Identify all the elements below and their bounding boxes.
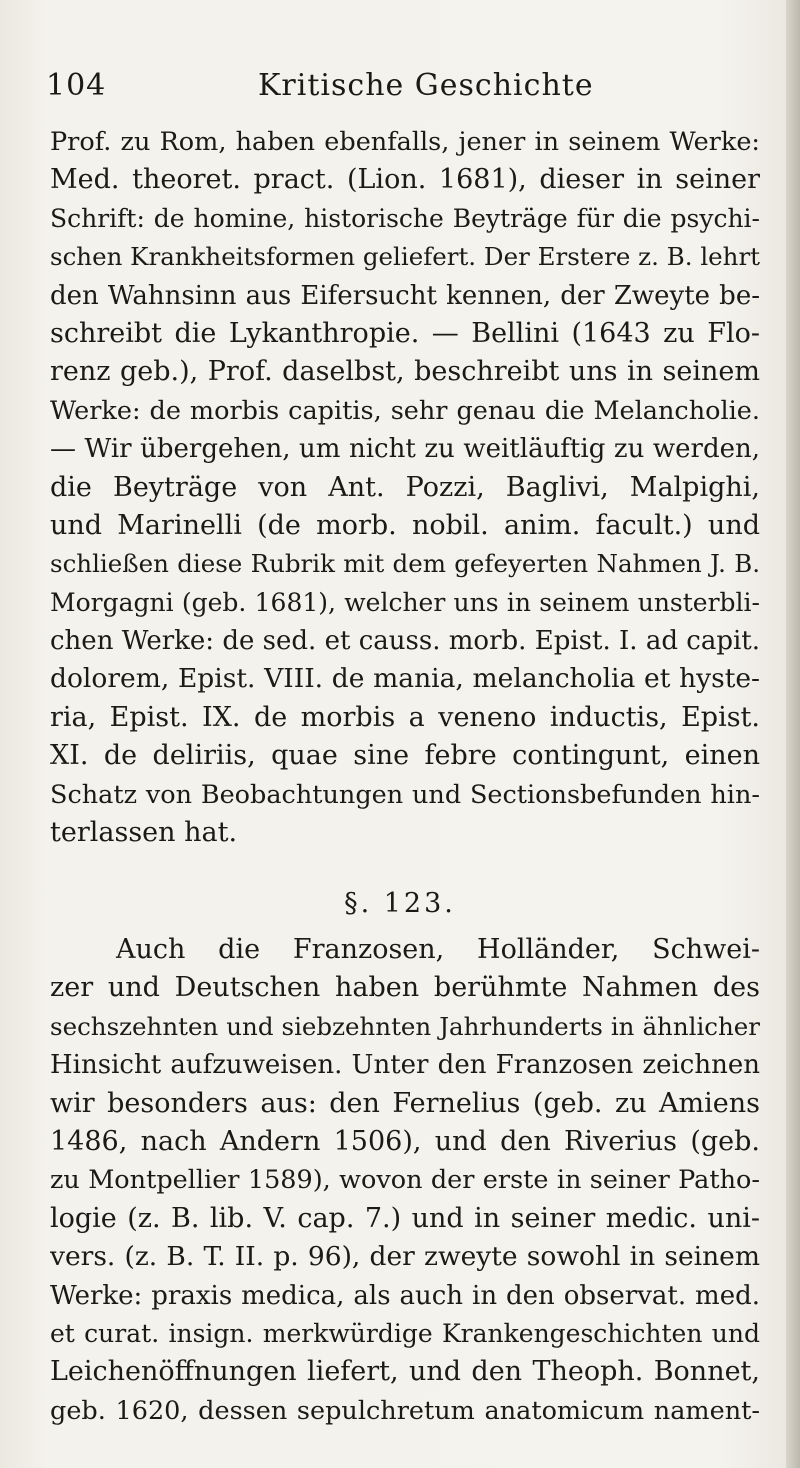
text-line: die Beyträge von Ant. Pozzi, Baglivi, Malpighi, xyxy=(50,471,760,503)
text-line: Med. theoret. pract. (Lion. 1681), dieser in seiner xyxy=(50,164,760,196)
text-line: zer und Deutschen haben berühmte Nahmen des xyxy=(50,972,760,1004)
text-line: terlassen hat. xyxy=(50,817,238,849)
text-line: Schrift: de homine, historische Beyträge für die psychi- xyxy=(50,203,760,233)
text-line: wir besonders aus: den Fernelius (geb. zu Amiens xyxy=(50,1087,760,1119)
text-line: sechszehnten und siebzehnten Jahrhunderts in ähnlicher xyxy=(50,1011,760,1041)
text-line: logie (z. B. lib. V. cap. 7.) und in seiner medic. uni- xyxy=(50,1202,760,1234)
text-line: den Wahnsinn aus Eifersucht kennen, der Zweyte be- xyxy=(50,280,760,311)
text-line: Leichenöffnungen liefert, und den Theoph. Bonnet, xyxy=(50,1356,760,1388)
text-line: 1486, nach Andern 1506), und den Riverius (geb. xyxy=(50,1125,760,1157)
paragraph-2 xyxy=(50,931,760,1430)
section-heading: §. 123. xyxy=(344,888,456,919)
text-line: XI. de deliriis, quae sine febre contingunt, einen xyxy=(50,740,760,772)
text-line: et curat. insign. merkwürdige Krankengeschichten und xyxy=(50,1318,760,1348)
text-line: geb. 1620, dessen sepulchretum anatomicum nament- xyxy=(50,1395,760,1426)
text-line: renz geb.), Prof. daselbst, beschreibt uns in seinem xyxy=(50,356,760,388)
paragraph-1 xyxy=(50,123,760,852)
text-line: Morgagni (geb. 1681), welcher uns in seinem unsterbli- xyxy=(50,587,760,617)
text-line: Hinsicht aufzuweisen. Unter den Franzosen zeichnen xyxy=(50,1050,760,1081)
text-line: vers. (z. B. T. II. p. 96), der zweyte sowohl in seinem xyxy=(50,1241,760,1273)
text-line: schreibt die Lykanthropie. — Bellini (1643 zu Flo- xyxy=(50,317,760,349)
text-line: Auch die Franzosen, Holländer, Schwei- xyxy=(116,934,760,965)
text-line: — Wir übergehen, um nicht zu weitläuftig zu werden, xyxy=(50,434,760,465)
text-line: Prof. zu Rom, haben ebenfalls, jener in seinem Werke: xyxy=(50,127,760,157)
text-line: Werke: de morbis capitis, sehr genau die Melancholie. xyxy=(50,395,760,426)
text-line: zu Montpellier 1589), wovon der erste in seiner Patho- xyxy=(50,1165,760,1196)
text-line: schließen diese Rubrik mit dem gefeyerten Nahmen J. B. xyxy=(50,549,760,579)
text-line: ria, Epist. IX. de morbis a veneno inductis, Epist. xyxy=(50,701,760,733)
page-number: 104 xyxy=(46,68,107,103)
running-head: Kritische Geschichte xyxy=(258,68,594,103)
text-line: Schatz von Beobachtungen und Sectionsbefunden hin- xyxy=(50,779,760,810)
text-line: dolorem, Epist. VIII. de mania, melancholia et hyste- xyxy=(50,663,760,695)
text-line: und Marinelli (de morb. nobil. anim. facult.) und xyxy=(50,509,760,541)
page-header xyxy=(46,62,758,112)
page-edge xyxy=(786,0,800,1468)
text-line: Werke: praxis medica, als auch in den observat. med. xyxy=(50,1280,760,1311)
text-line: schen Krankheitsformen geliefert. Der Erstere z. B. lehrt xyxy=(50,242,760,272)
text-line: chen Werke: de sed. et causs. morb. Epist. I. ad capit. xyxy=(50,626,760,657)
